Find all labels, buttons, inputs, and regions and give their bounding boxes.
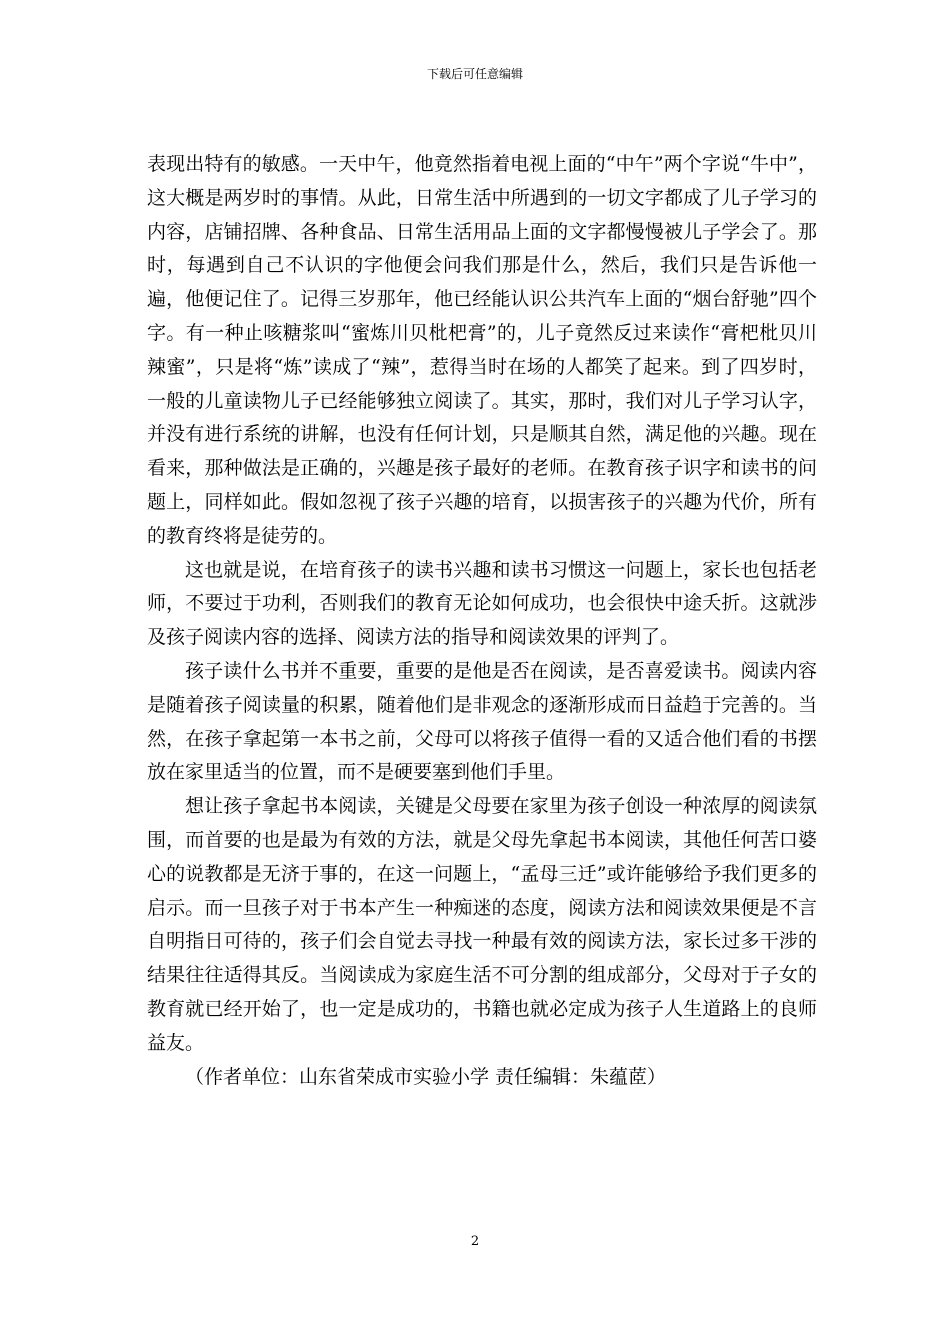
document-body (147, 148, 817, 1094)
author-note: （作者单位：山东省荣成市实验小学 责任编辑：朱蕴茝） (185, 1065, 667, 1088)
page-header: 下载后可任意编辑 (426, 67, 523, 81)
page-number: 2 (470, 1234, 480, 1249)
paragraph-reading-interest: 这也就是说，在培育孩子的读书兴趣和读书习惯这一问题上，家长也包括老师，不要过于功利，否则我们的教育无论如何成功，也会很快中途夭折。这就涉及孩子阅读内容的选择、阅读方法的指导和阅读效果的评判了。 (147, 558, 817, 649)
paragraph-reading-atmosphere: 想让孩子拿起书本阅读，关键是父母要在家里为孩子创设一种浓厚的阅读氛围，而首要的也是最为有效的方法，就是父母先拿起书本阅读，其他任何苦口婆心的说教都是无济于事的，在这一问题上，“孟母三迁”或许能够给予我们更多的启示。而一旦孩子对于书本产生一种痴迷的态度，阅读方法和阅读效果便是不言自明指日可待的，孩子们会自觉去寻找一种最有效的阅读方法，家长过多干涉的结果往往适得其反。当阅读成为家庭生活不可分割的组成部分，父母对于子女的教育就已经开始了，也一定是成功的，书籍也就必定成为孩子人生道路上的良师益友。 (147, 795, 817, 1054)
paragraph-reading-content: 孩子读什么书并不重要，重要的是他是否在阅读，是否喜爱读书。阅读内容是随着孩子阅读量的积累，随着他们是非观念的逐渐形成而日益趋于完善的。当然，在孩子拿起第一本书之前，父母可以将孩子值得一看的又适合他们看的书摆放在家里适当的位置，而不是硬要塞到他们手里。 (147, 659, 817, 784)
paragraph-continuation: 表现出特有的敏感。一天中午，他竟然指着电视上面的“中午”两个字说“牛中”，这大概是两岁时的事情。从此，日常生活中所遇到的一切文字都成了儿子学习的内容，店铺招牌、各种食品、日常生活用品上面的文字都慢慢被儿子学会了。那时，每遇到自己不认识的字他便会问我们那是什么，然后，我们只是告诉他一遍，他便记住了。记得三岁那年，他已经能认识公共汽车上面的“烟台舒驰”四个字。有一种止咳糖浆叫“蜜炼川贝枇杷膏”的，儿子竟然反过来读作“膏杷枇贝川辣蜜”，只是将“炼”读成了“辣”，惹得当时在场的人都笑了起来。到了四岁时，一般的儿童读物儿子已经能够独立阅读了。其实，那时，我们对儿子学习认字，并没有进行系统的讲解，也没有任何计划，只是顺其自然，满足他的兴趣。现在看来，那种做法是正确的，兴趣是孩子最好的老师。在教育孩子识字和读书的问题上，同样如此。假如忽视了孩子兴趣的培育，以损害孩子的兴趣为代价，所有的教育终将是徒劳的。 (147, 153, 817, 547)
